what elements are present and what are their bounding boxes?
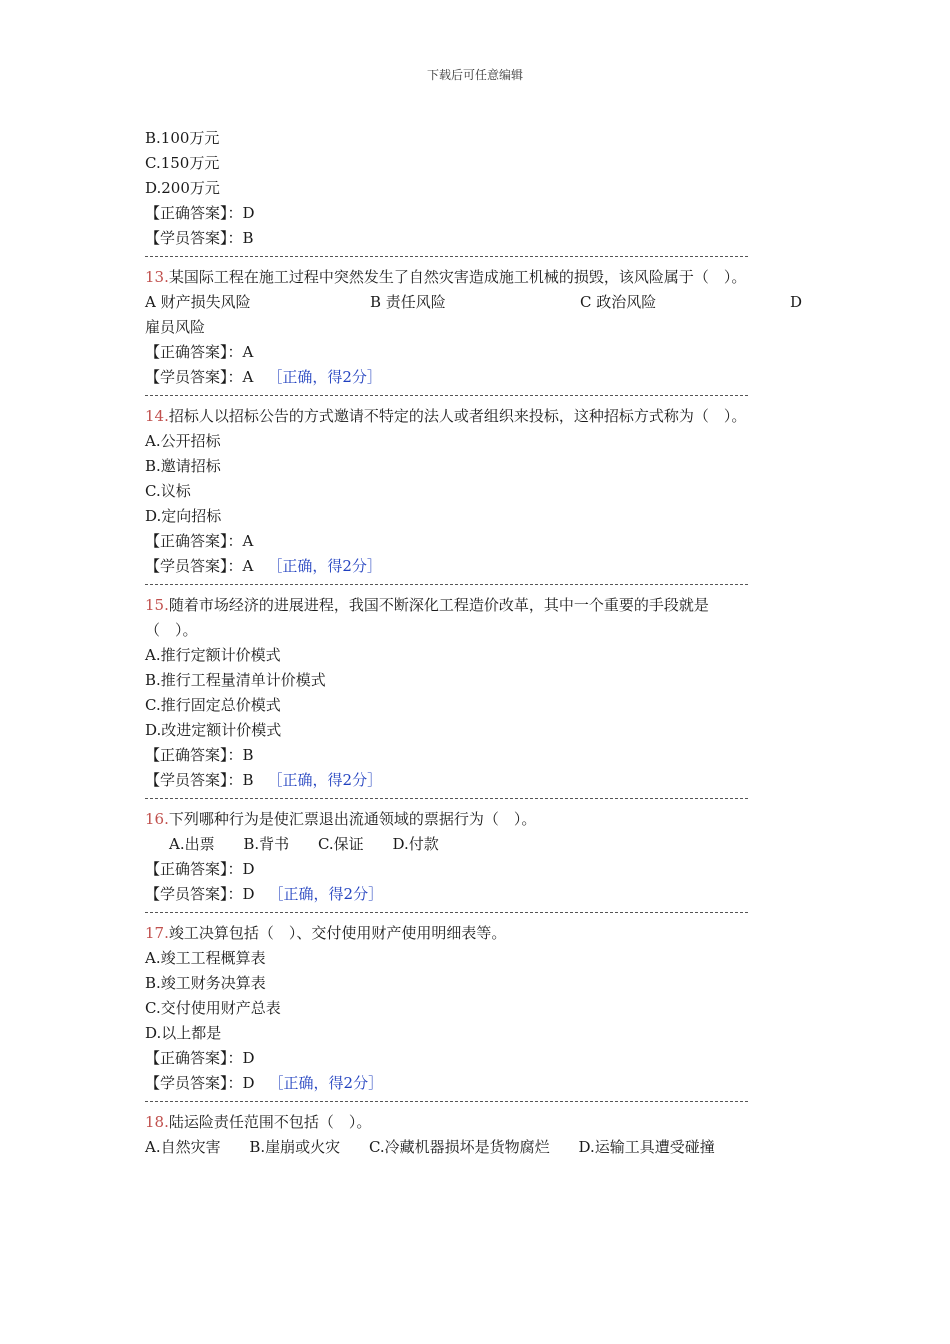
result-badge: ［正确，得2分］ — [267, 557, 382, 575]
question-text: 某国际工程在施工过程中突然发生了自然灾害造成施工机械的损毁，该风险属于（ ）。 — [168, 268, 747, 286]
question-14 — [145, 404, 835, 429]
options-row — [145, 832, 835, 857]
student-answer — [145, 1071, 835, 1096]
question-15 — [145, 593, 835, 618]
result-badge: ［正确，得2分］ — [268, 1074, 384, 1092]
option-d: D.运输工具遭受碰撞 — [578, 1138, 715, 1156]
question-13 — [145, 265, 835, 290]
separator — [145, 1096, 835, 1110]
correct-answer: 【正确答案】：A — [145, 343, 254, 361]
question-16 — [145, 807, 835, 832]
option-c: C.推行固定总价模式 — [145, 696, 281, 714]
option-a: A.竣工工程概算表 — [145, 949, 266, 967]
option-b: B.崖崩或火灾 — [249, 1138, 341, 1156]
page-header: 下载后可任意编辑 — [426, 68, 523, 82]
question-number: 18. — [145, 1113, 169, 1131]
question-number: 16. — [145, 810, 169, 828]
correct-answer: 【正确答案】：D — [145, 860, 255, 878]
question-list — [145, 126, 835, 1160]
student-answer-label: 【学员答案】：A — [145, 557, 254, 575]
question-18 — [145, 1110, 835, 1135]
option-b: B.背书 — [243, 835, 290, 853]
option-b: B.邀请招标 — [145, 457, 221, 475]
option-d: D.定向招标 — [145, 507, 222, 525]
student-answer — [145, 768, 835, 793]
question-text: 下列哪种行为是使汇票退出流通领域的票据行为（ ）。 — [168, 810, 537, 828]
separator — [145, 251, 835, 265]
student-answer — [145, 882, 835, 907]
student-answer: 【学员答案】：B — [145, 229, 254, 247]
question-number: 13. — [145, 268, 169, 286]
question-number: 14. — [145, 407, 169, 425]
question-number: 17. — [145, 924, 169, 942]
option-a: A.出票 — [169, 835, 215, 853]
student-answer — [145, 554, 835, 579]
option-c: C.交付使用财产总表 — [145, 999, 281, 1017]
options-row — [145, 290, 835, 315]
option-c: C.150万元 — [145, 154, 220, 172]
correct-answer: 【正确答案】：B — [145, 746, 254, 764]
correct-answer: 【正确答案】：D — [145, 204, 255, 222]
option-d: D.以上都是 — [145, 1024, 222, 1042]
question-text: 竣工决算包括（ ）、交付使用财产使用明细表等。 — [168, 924, 507, 942]
option-a: A 财产损失风险 — [145, 293, 251, 311]
student-answer — [145, 365, 835, 390]
separator — [145, 579, 835, 593]
option-a: A.推行定额计价模式 — [145, 646, 281, 664]
option-b: B.推行工程量清单计价模式 — [145, 671, 326, 689]
student-answer-label: 【学员答案】：A — [145, 368, 254, 386]
option-b: B.竣工财务决算表 — [145, 974, 266, 992]
student-answer-label: 【学员答案】：D — [145, 1074, 255, 1092]
option-b: B 责任风险 — [370, 293, 446, 311]
separator — [145, 907, 835, 921]
result-badge: ［正确，得2分］ — [267, 368, 382, 386]
separator — [145, 793, 835, 807]
question-17 — [145, 921, 835, 946]
question-text: 招标人以招标公告的方式邀请不特定的法人或者组织来投标，这种招标方式称为（ ）。 — [168, 407, 747, 425]
option-d: D.改进定额计价模式 — [145, 721, 282, 739]
option-c: C 政治风险 — [580, 293, 657, 311]
option-a: A.自然灾害 — [145, 1138, 221, 1156]
option-a: A.公开招标 — [145, 432, 221, 450]
option-b: B.100万元 — [145, 129, 220, 147]
option-d: D — [790, 293, 803, 311]
result-badge: ［正确，得2分］ — [267, 771, 383, 789]
separator — [145, 390, 835, 404]
student-answer-label: 【学员答案】：D — [145, 885, 255, 903]
student-answer-label: 【学员答案】：B — [145, 771, 254, 789]
question-text-continued: （ ）。 — [145, 621, 198, 639]
result-badge: ［正确，得2分］ — [268, 885, 384, 903]
option-d: D.200万元 — [145, 179, 220, 197]
correct-answer: 【正确答案】：A — [145, 532, 254, 550]
option-c: C.保证 — [317, 835, 364, 853]
option-d-continued: 雇员风险 — [145, 318, 206, 336]
correct-answer: 【正确答案】：D — [145, 1049, 255, 1067]
option-c: C.议标 — [145, 482, 191, 500]
question-number: 15. — [145, 596, 169, 614]
options-row — [145, 1135, 835, 1160]
option-d: D.付款 — [392, 835, 439, 853]
question-text: 陆运险责任范围不包括（ ）。 — [168, 1113, 372, 1131]
question-text: 随着市场经济的进展进程，我国不断深化工程造价改革，其中一个重要的手段就是 — [168, 596, 709, 614]
option-c: C.冷藏机器损坏是货物腐烂 — [368, 1138, 550, 1156]
